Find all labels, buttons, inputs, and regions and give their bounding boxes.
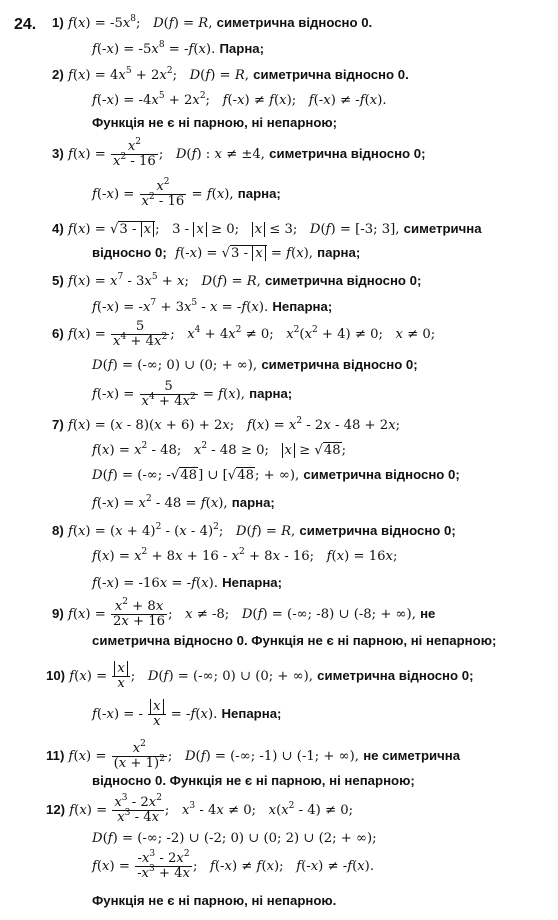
solution-line: 11) f(x) = $\frac{x^2}{(x + 1)^2}$ ; D(f) = (-∞; -1) ∪ (-1; + ∞), не симетрична (46, 739, 461, 771)
solution-line: $f(-x) = -5x^8 = -f(x)$. Парна; (92, 40, 265, 57)
solution-line: 12) f(x) = $\frac{x^3 - 2x^2}{x^3 - 4x}$ ; $x^3 - 4x \ne 0$; $x(x^2 - 4) \ne 0$; (46, 793, 354, 825)
solution-line: $f(-x) = -x^7 + 3x^5 - x = -f(x)$. Непарна; (92, 298, 333, 315)
solution-line: $f(-x) = -4x^5 + 2x^2$; f(-x) ≠ f(x); f(-x) ≠ -f(x). (92, 91, 387, 108)
solution-line: Функція не є ні парною, ні непарною; (92, 115, 338, 130)
solution-line: f(-x) = - $\frac{x}{x}$ = -f(x). Непарна; (92, 699, 282, 729)
solution-line: 3) f(x) = $\frac{x^2}{x^2 - 16}$ ; D(f) : x ≠ ±4, симетрична відносно 0; (52, 137, 426, 169)
solution-line: f(-x) = -16x = -f(x). Непарна; (92, 575, 283, 591)
problem-number: 24. (14, 16, 37, 33)
solution-line: f(-x) = $\frac{x^2}{x^2 - 16}$ = f(x), парна; (92, 177, 281, 209)
solution-line: 2) $f(x) = 4x^5 + 2x^2$; D(f) = R, симетрична відносно 0. (52, 66, 409, 83)
solution-line: 6) f(x) = $\frac{5}{x^4 + 4x^2}$ ; $x^4 + 4x^2 \ne 0$; $x^2(x^2 + 4) \ne 0$; x ≠ 0; (52, 319, 436, 349)
solution-line: 4) f(x) = √3 - x ; 3 - x ≥ 0; x ≤ 3; D(f) = [-3; 3], симетрична (52, 221, 482, 237)
solution-line: $f(x) = x^2 - 48$; $x^2 - 48 \ge 0$; x ≥ √48; (92, 441, 347, 458)
solution-line: симетрична відносно 0. Функція не є ні парною, ні непарною; (92, 633, 497, 648)
solution-line: 5) $f(x) = x^7 - 3x^5 + x$; D(f) = R, симетрична відносно 0; (52, 272, 422, 289)
solution-line: відносно 0. Функція не є ні парною, ні непарною; (92, 773, 415, 788)
solution-line: $f(-x) = x^2 - 48 = f(x)$, парна; (92, 494, 275, 511)
solution-line: f(x) = $\frac{-x^3 - 2x^2}{-x^3 + 4x}$ ; f(-x) ≠ f(x); f(-x) ≠ -f(x). (92, 849, 375, 881)
solution-line: D(f) = (-∞; 0) ∪ (0; + ∞), симетрична відносно 0; (92, 357, 418, 373)
solution-line: $f(x) = x^2 + 8x + 16 - x^2 + 8x - 16$; f(x) = 16x; (92, 547, 398, 564)
solution-line: f(-x) = $\frac{5}{x^4 + 4x^2}$ = f(x), парна; (92, 379, 293, 409)
solution-line: відносно 0; f(-x) = √3 - x = f(x), парна; (92, 245, 361, 261)
solution-line: 7) f(x) = (x - 8)(x + 6) + 2x; $f(x) = x^2 - 2x - 48 + 2x$; (52, 416, 401, 433)
solution-line: D(f) = (-∞; -2) ∪ (-2; 0) ∪ (0; 2) ∪ (2; + ∞); (92, 831, 377, 846)
solution-line: 9) f(x) = $\frac{x^2 + 8x}{2x + 16}$ ; x ≠ -8; D(f) = (-∞; -8) ∪ (-8; + ∞), не (52, 597, 436, 629)
solution-line: Функція не є ні парною, ні непарною. (92, 893, 337, 908)
solution-line: 8) $f(x) = (x + 4)^2 - (x - 4)^2$; D(f) = R, симетрична відносно 0; (52, 522, 456, 539)
solution-line: 1) $f(x) = -5x^8$; D(f) = R, симетрична відносно 0. (52, 14, 373, 31)
solution-line: D(f) = (-∞; -√48] ∪ [√48; + ∞), симетрична відносно 0; (92, 467, 460, 483)
solution-line: 10) f(x) = $\frac{x}{x}$ ; D(f) = (-∞; 0) ∪ (0; + ∞), симетрична відносно 0; (46, 661, 474, 691)
